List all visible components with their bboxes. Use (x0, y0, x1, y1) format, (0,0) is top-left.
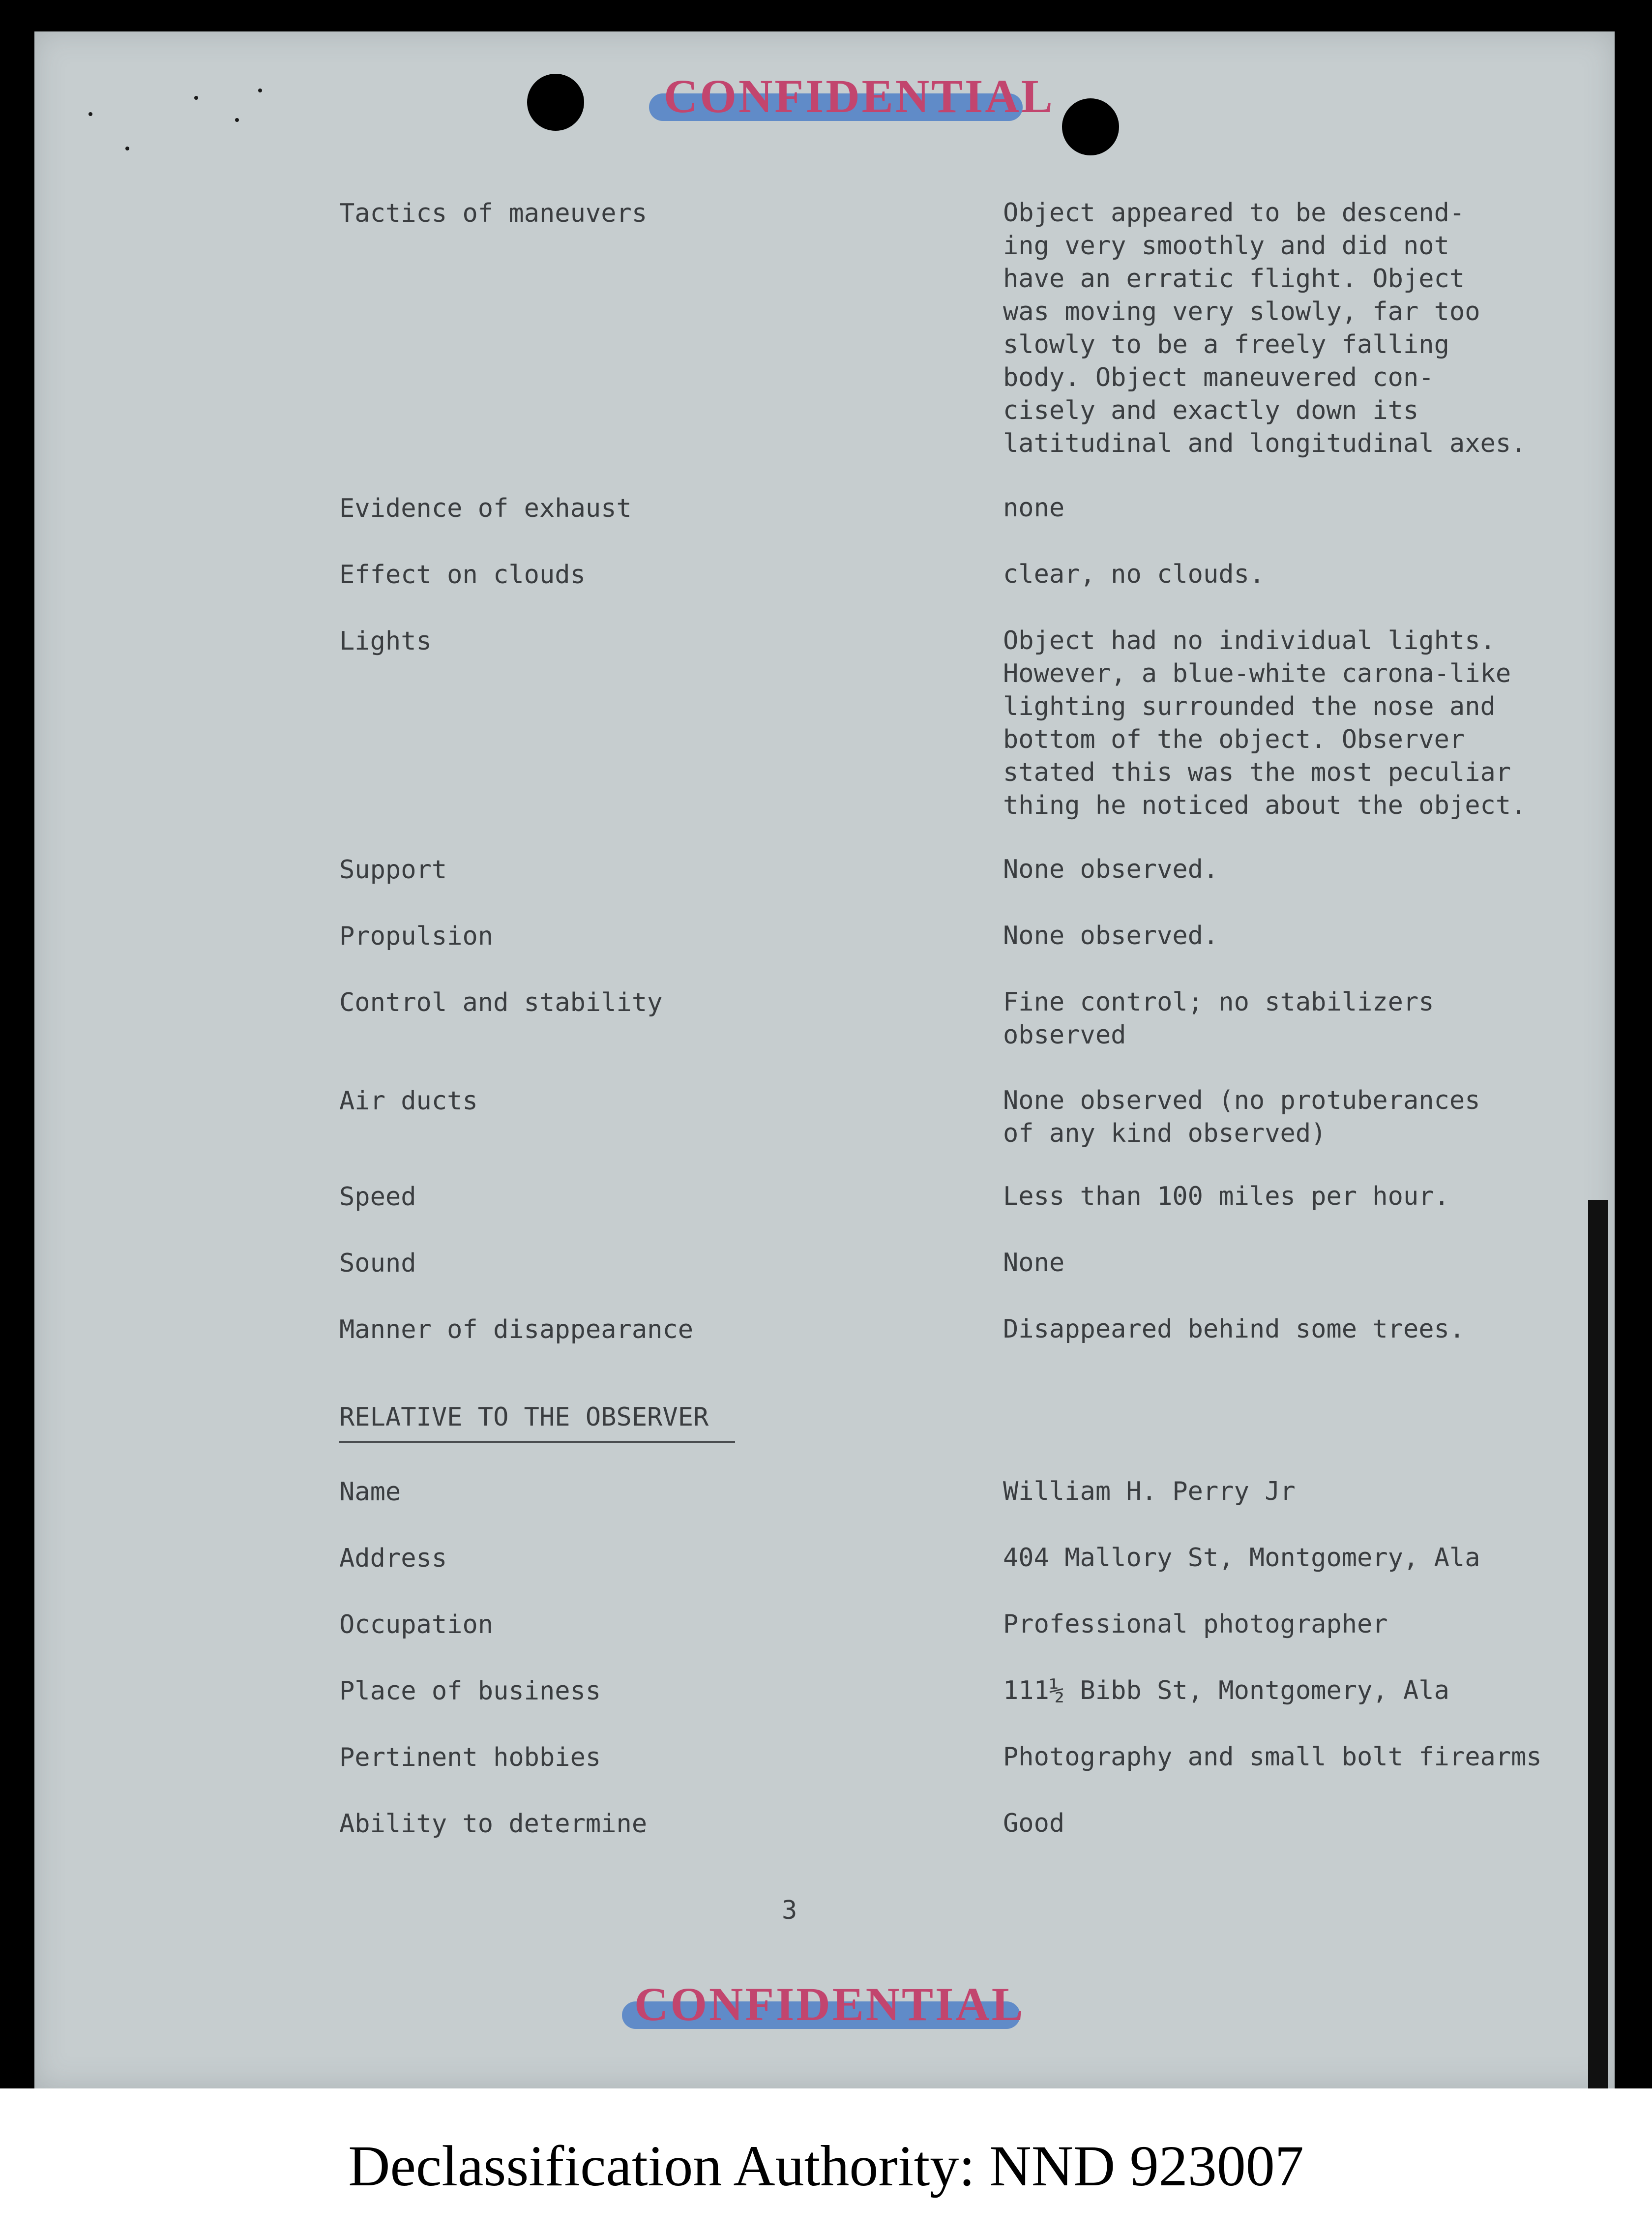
caption-bar (0, 2088, 1652, 2235)
field-value: clear, no clouds. (1003, 560, 1265, 589)
field-value: None observed. (1003, 855, 1219, 884)
speck (194, 96, 198, 100)
field-label: Lights (339, 626, 432, 656)
field-label: Name (339, 1477, 401, 1507)
field-label: Speed (339, 1182, 416, 1212)
field-label: Sound (339, 1249, 416, 1278)
field-value: Object appeared to be descend- ing very smoothly and did not have an erratic flight. Object was moving very slowly, far too slowly to be a freely falling body. Object maneuvered con- cisely and exactly down its latitudinal and longitudinal axes. (1003, 198, 1527, 458)
field-value: Fine control; no stabilizers observed (1003, 987, 1434, 1050)
speck (258, 89, 262, 92)
field-label: Ability to determine (339, 1809, 648, 1839)
page-edge-shadow (1588, 1200, 1608, 2090)
field-label: Air ducts (339, 1086, 478, 1116)
confidential-stamp-bottom: CONFIDENTIAL (634, 1978, 1025, 2030)
confidential-stamp-top: CONFIDENTIAL (664, 70, 1055, 122)
field-label: Place of business (339, 1676, 601, 1706)
field-value: William H. Perry Jr (1003, 1477, 1296, 1506)
field-label: Evidence of exhaust (339, 494, 632, 523)
field-value: Object had no individual lights. However, a blue-white carona-like lighting surrounded the nose and bottom of the object. Observer stated this was the most peculiar thing he noticed about the object. (1003, 626, 1527, 820)
field-value: None observed. (1003, 921, 1219, 951)
page-number: 3 (782, 1896, 797, 1925)
field-value: 111½ Bibb St, Montgomery, Ala (1003, 1676, 1449, 1705)
speck (125, 147, 129, 150)
field-value: Good (1003, 1809, 1065, 1838)
field-label: Propulsion (339, 922, 494, 951)
speck (235, 118, 239, 122)
field-label: Support (339, 855, 447, 885)
field-label: Effect on clouds (339, 560, 586, 590)
field-value: none (1003, 493, 1065, 523)
punch-hole-left (527, 74, 584, 131)
field-label: Control and stability (339, 988, 663, 1017)
field-value: Less than 100 miles per hour. (1003, 1182, 1449, 1211)
punch-hole-right (1062, 98, 1119, 155)
field-label: Address (339, 1544, 447, 1573)
field-value: None observed (no protuberances of any kind observed) (1003, 1086, 1480, 1148)
field-value: Photography and small bolt firearms (1003, 1742, 1542, 1772)
field-label: Manner of disappearance (339, 1315, 694, 1344)
field-value: 404 Mallory St, Montgomery, Ala (1003, 1543, 1480, 1573)
field-label: Pertinent hobbies (339, 1743, 601, 1772)
field-value: None (1003, 1248, 1065, 1278)
field-value: Professional photographer (1003, 1609, 1388, 1639)
speck (88, 112, 92, 116)
declassification-caption: Declassification Authority: NND 923007 (348, 2134, 1304, 2198)
heading-underline (339, 1441, 735, 1443)
field-label: Tactics of maneuvers (339, 199, 648, 228)
observer-section-heading: RELATIVE TO THE OBSERVER (339, 1402, 709, 1432)
field-value: Disappeared behind some trees. (1003, 1314, 1465, 1344)
field-label: Occupation (339, 1610, 494, 1639)
